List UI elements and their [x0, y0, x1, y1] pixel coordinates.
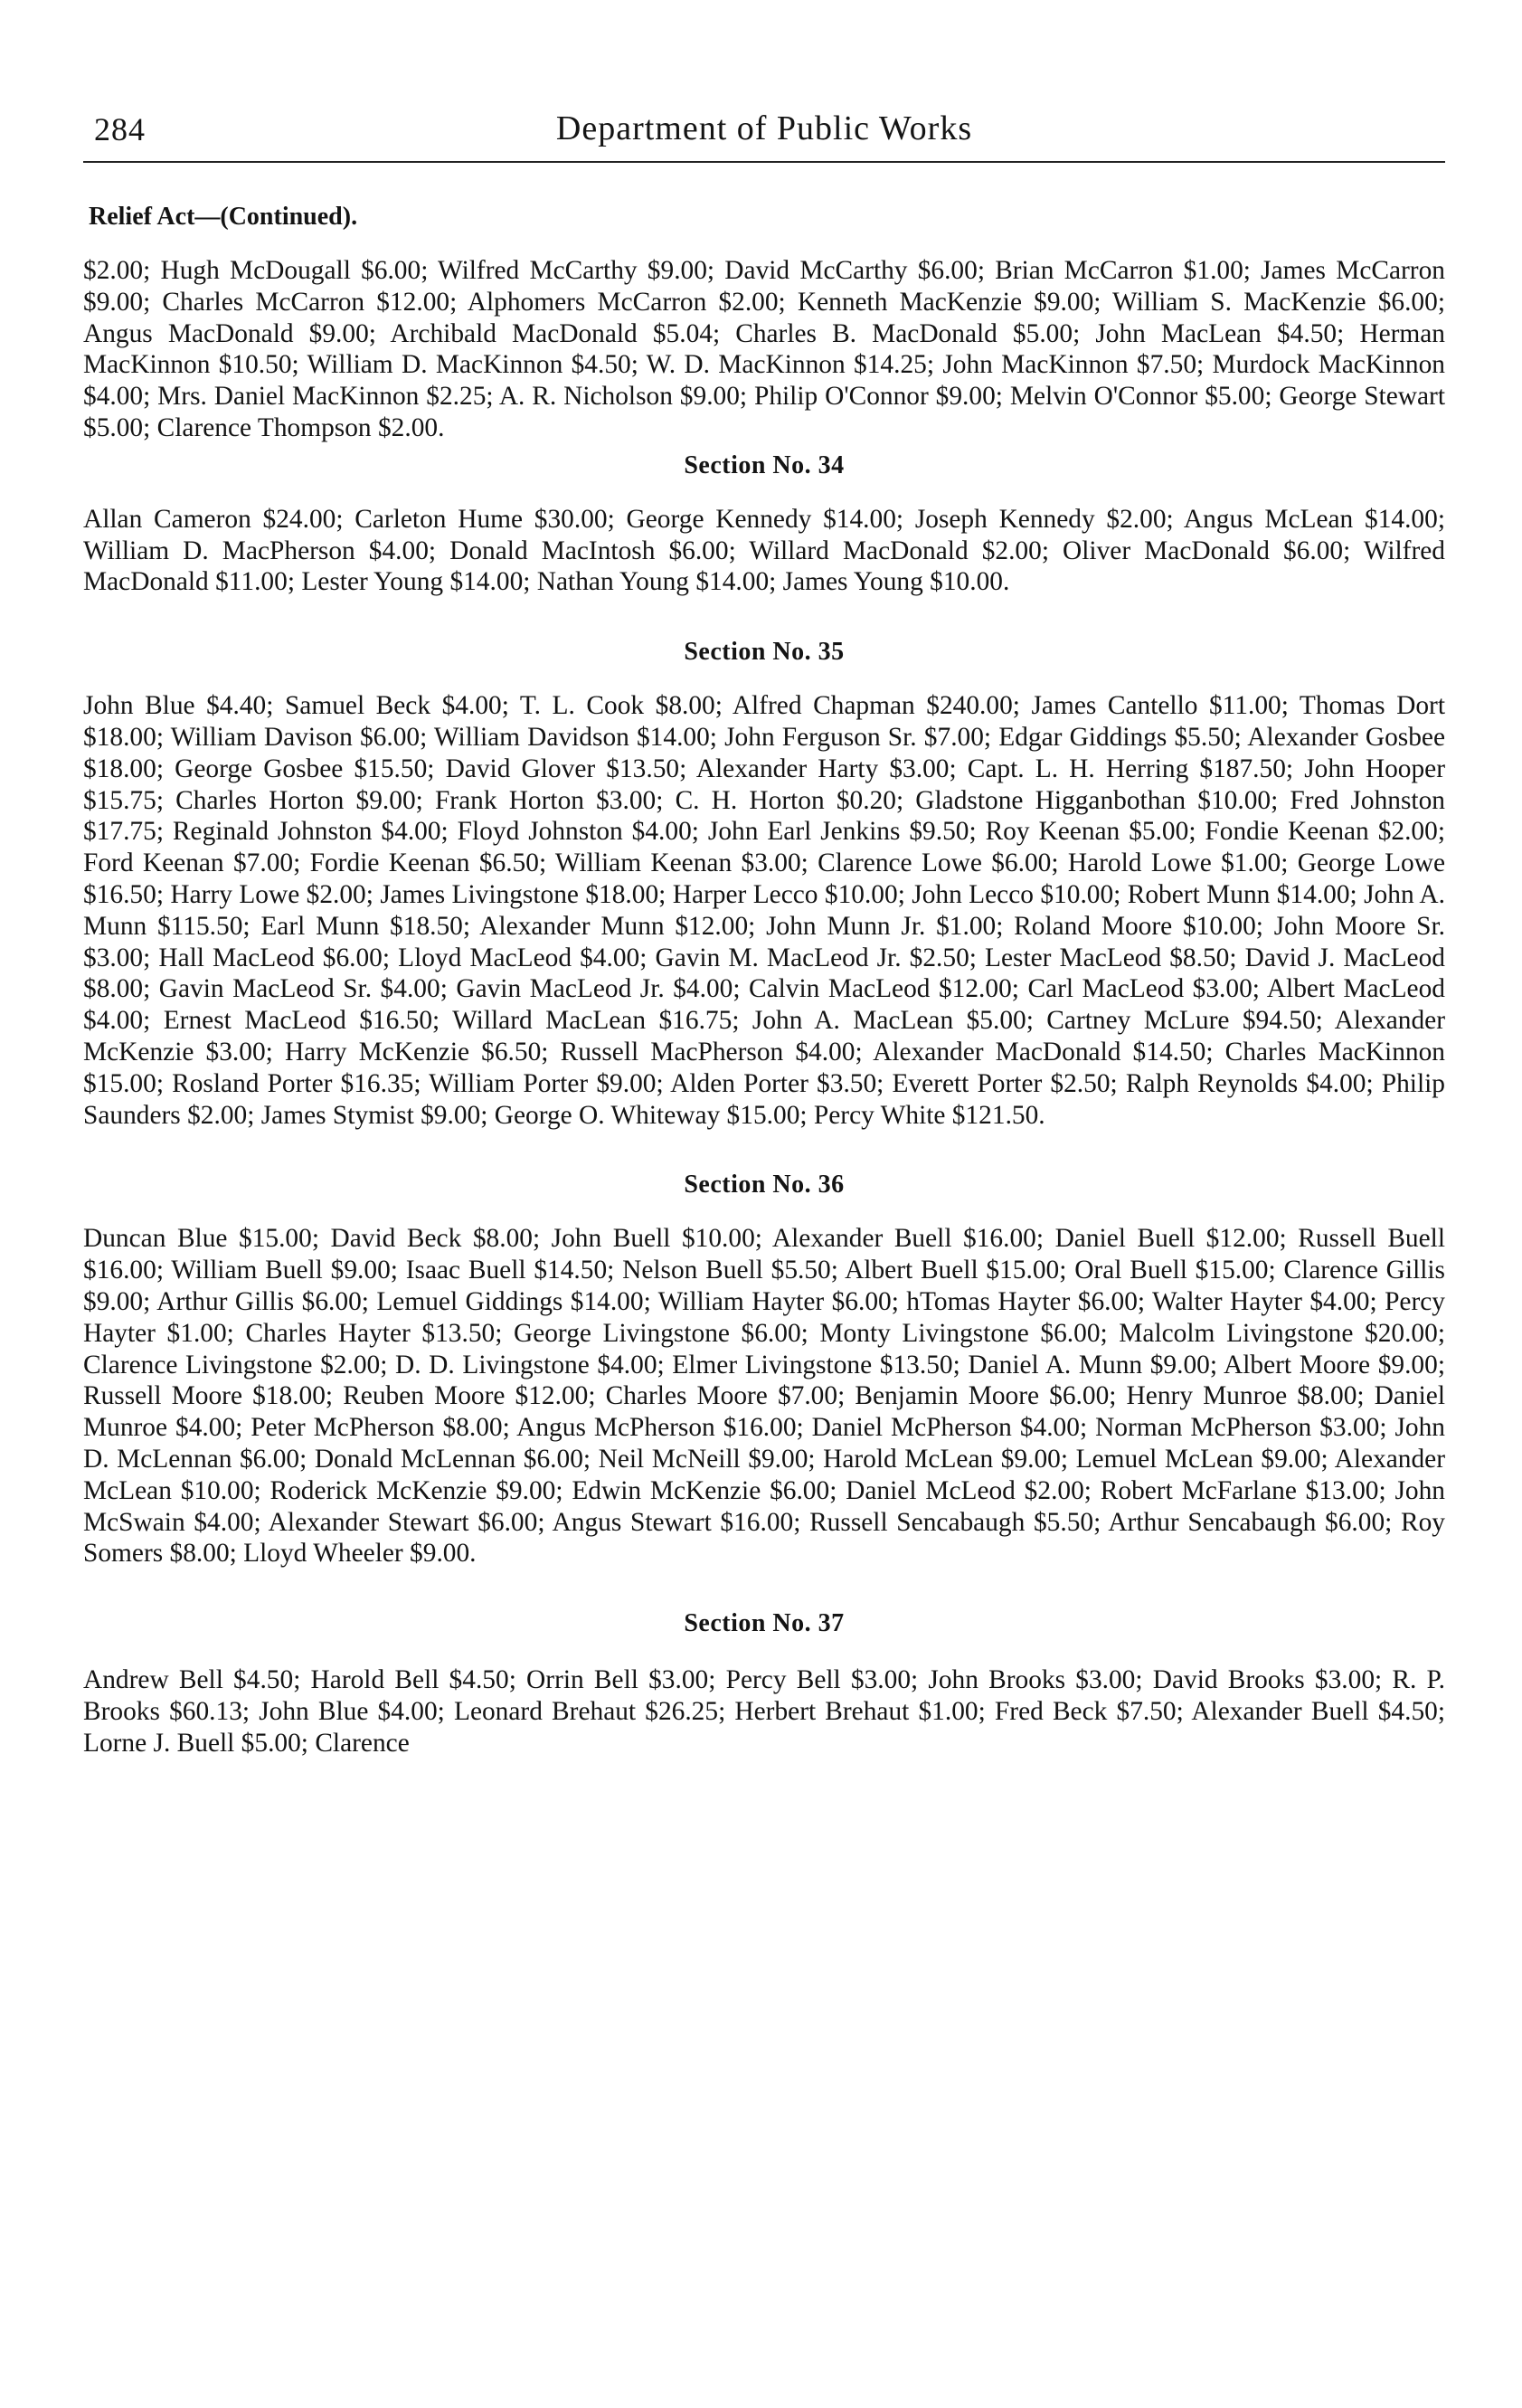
section-title-36: Section No. 36 — [684, 1171, 845, 1199]
section-title-34: Section No. 34 — [684, 450, 845, 479]
section-title-37: Section No. 37 — [684, 1609, 845, 1638]
section-text-37: Andrew Bell $4.50; Harold Bell $4.50; Orrin Bell $3.00; Percy Bell $3.00; John Brooks $3.00; David Brooks $3.00; R. P. Brooks $60.13; John Blue $4.00; Leonard Brehaut $26.25; Herbert Brehaut $1.00; Fred Beck $7.50; Alexander Buell $4.50; Lorne J. Buell $5.00; Clarence — [83, 1665, 1445, 1759]
section-text-34: Allan Cameron $24.00; Carleton Hume $30.00; George Kennedy $14.00; Joseph Kennedy $2.00; Angus McLean $14.00; William D. MacPherson $4.00; Donald MacIntosh $6.00; Willard MacDonald $2.00; Oliver MacDonald $6.00; Wilfred MacDonald $11.00; Lester Young $14.00; Nathan Young $14.00; James Young $10.00. — [83, 504, 1445, 597]
header-rule — [83, 161, 1445, 163]
section-text-35: John Blue $4.40; Samuel Beck $4.00; T. L. Cook $8.00; Alfred Chapman $240.00; James Cantello $11.00; Thomas Dort $18.00; William Davison $6.00; William Davidson $14.00; John Ferguson Sr. $7.00; Edgar Giddings $5.50; Alexander Gosbee $18.00; George Gosbee $15.50; David Glover $13.50; Alexander Harty $3.00; Capt. L. H. Herring $187.50; John Hooper $15.75; Charles Horton $9.00; Frank Horton $3.00; C. H. Horton $0.20; Gladstone Higganbothan $10.00; Fred Johnston $17.75; Reginald Johnston $4.00; Floyd Johnston $4.00; John Earl Jenkins $9.50; Roy Keenan $5.00; Fondie Keenan $2.00; Ford Keenan $7.00; Fordie Keenan $6.50; William Keenan $3.00; Clarence Lowe $6.00; Harold Lowe $1.00; George Lowe $16.50; Harry Lowe $2.00; James Livingstone $18.00; Harper Lecco $10.00; John Lecco $10.00; Robert Munn $14.00; John A. Munn $115.50; Earl Munn $18.50; Alexander Munn $12.00; John Munn Jr. $1.00; Roland Moore $10.00; John Moore Sr. $3.00; Hall MacLeod $6.00; Lloyd MacLeod $4.00; Gavin M. MacLeod Jr. $2.50; Lester MacLeod $8.50; David J. MacLeod $8.00; Gavin MacLeod Sr. $4.00; Gavin MacLeod Jr. $4.00; Calvin MacLeod $12.00; Carl MacLeod $3.00; Albert MacLeod $4.00; Ernest MacLeod $16.50; Willard MacLean $16.75; John A. MacLean $5.00; Cartney McLure $94.50; Alexander McKenzie $3.00; Harry McKenzie $6.50; Russell MacPherson $4.00; Alexander MacDonald $14.50; Charles MacKinnon $15.00; Rosland Porter $16.35; William Porter $9.00; Alden Porter $3.50; Everett Porter $2.50; Ralph Reynolds $4.00; Philip Saunders $2.00; James Stymist $9.00; George O. Whiteway $15.00; Percy White $121.50. — [83, 691, 1445, 1130]
section-text-36: Duncan Blue $15.00; David Beck $8.00; John Buell $10.00; Alexander Buell $16.00; Daniel Buell $12.00; Russell Buell $16.00; William Buell $9.00; Isaac Buell $14.50; Nelson Buell $5.50; Albert Buell $15.00; Oral Buell $15.00; Clarence Gillis $9.00; Arthur Gillis $6.00; Lemuel Giddings $14.00; William Hayter $6.00; hTomas Hayter $6.00; Walter Hayter $4.00; Percy Hayter $1.00; Charles Hayter $13.50; George Livingstone $6.00; Monty Livingstone $6.00; Malcolm Livingstone $20.00; Clarence Livingstone $2.00; D. D. Livingstone $4.00; Elmer Livingstone $13.50; Daniel A. Munn $9.00; Albert Moore $9.00; Russell Moore $18.00; Reuben Moore $12.00; Charles Moore $7.00; Benjamin Moore $6.00; Henry Munroe $8.00; Daniel Munroe $4.00; Peter McPherson $8.00; Angus McPherson $16.00; Daniel McPherson $4.00; Norman McPherson $3.00; John D. McLennan $6.00; Donald McLennan $6.00; Neil McNeill $9.00; Harold McLean $9.00; Lemuel McLean $9.00; Alexander McLean $10.00; Roderick McKenzie $9.00; Edwin McKenzie $6.00; Daniel McLeod $2.00; Robert McFarlane $13.00; John McSwain $4.00; Alexander Stewart $6.00; Angus Stewart $16.00; Russell Sencabaugh $5.50; Arthur Sencabaugh $6.00; Roy Somers $8.00; Lloyd Wheeler $9.00. — [83, 1224, 1445, 1569]
intro-paragraph: $2.00; Hugh McDougall $6.00; Wilfred McCarthy $9.00; David McCarthy $6.00; Brian McCarron $1.00; James McCarron $9.00; Charles McCarron $12.00; Alphomers McCarron $2.00; Kenneth MacKenzie $9.00; William S. MacKenzie $6.00; Angus MacDonald $9.00; Archibald MacDonald $5.04; Charles B. MacDonald $5.00; John MacLean $4.50; Herman MacKinnon $10.50; William D. MacKinnon $4.50; W. D. MacKinnon $14.25; John MacKinnon $7.50; Murdock MacKinnon $4.00; Mrs. Daniel MacKinnon $2.25; A. R. Nicholson $9.00; Philip O'Connor $9.00; Melvin O'Connor $5.00; George Stewart $5.00; Clarence Thompson $2.00. — [83, 256, 1445, 442]
page-header — [83, 107, 1445, 163]
page-body — [83, 203, 1445, 1786]
running-head-title: Department of Public Works — [555, 109, 973, 147]
subheading: Relief Act—(Continued). — [89, 203, 358, 231]
section-title-35: Section No. 35 — [684, 638, 845, 667]
page-number: 284 — [94, 111, 146, 147]
